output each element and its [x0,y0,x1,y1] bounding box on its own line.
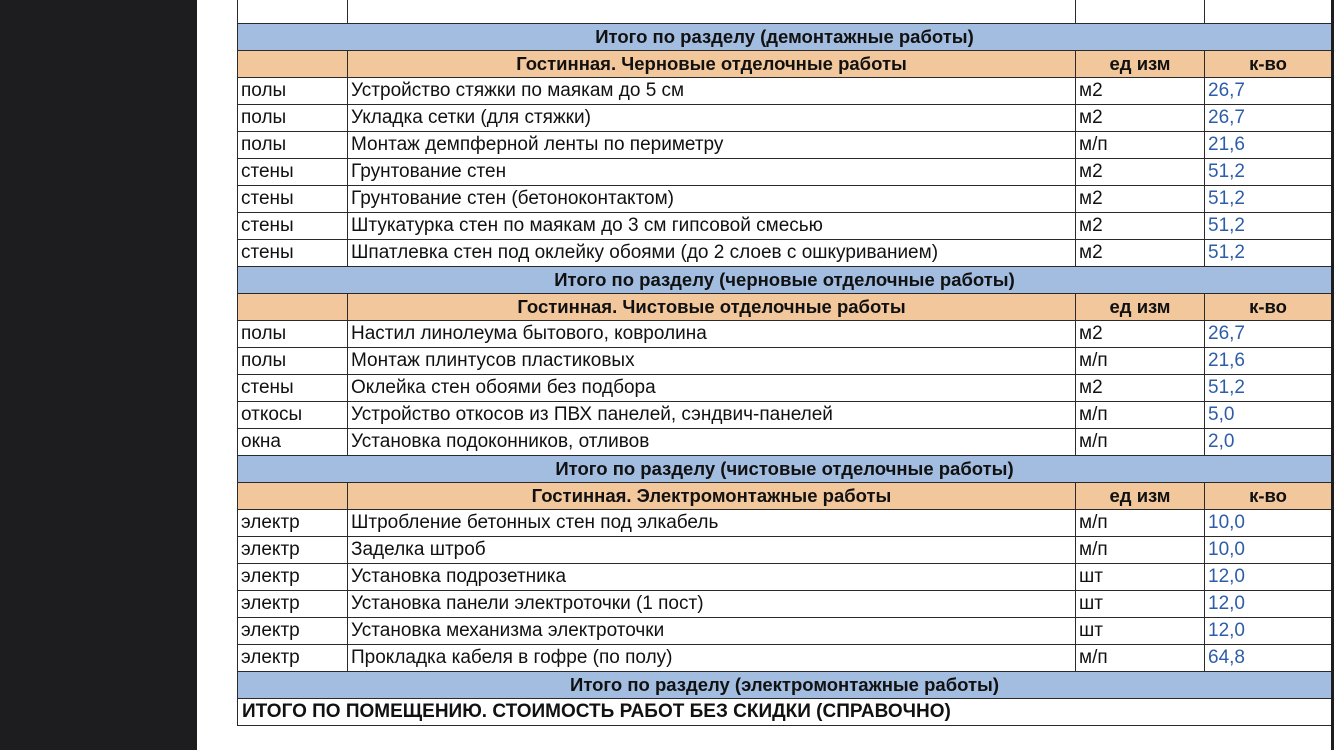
section-header-row [238,50,1332,77]
quantity-cell[interactable]: 12,0 [1205,617,1332,644]
unit-cell[interactable]: м2 [1076,104,1205,131]
category-cell[interactable]: полы [238,320,348,347]
table-row [238,158,1332,185]
quantity-cell[interactable]: 51,2 [1205,212,1332,239]
category-cell[interactable]: полы [238,77,348,104]
section-total-row [238,23,1332,50]
section-total-cell[interactable]: Итого по разделу (черновые отделочные работы) [238,266,1332,293]
grand-total-cell[interactable]: ИТОГО ПО ПОМЕЩЕНИЮ. СТОИМОСТЬ РАБОТ БЕЗ СКИДКИ (СПРАВОЧНО) [238,698,1332,725]
unit-cell[interactable]: шт [1076,563,1205,590]
section-header-row [238,482,1332,509]
table-row [238,617,1332,644]
section-title-cell[interactable]: Гостинная. Черновые отделочные работы [348,50,1076,77]
left-black-margin [0,0,197,750]
unit-cell[interactable]: м/п [1076,401,1205,428]
category-cell[interactable]: электр [238,509,348,536]
category-cell[interactable]: электр [238,617,348,644]
estimate-table-body [238,0,1332,725]
work-name-cell[interactable]: Прокладка кабеля в гофре (по полу) [348,644,1076,671]
work-name-cell[interactable]: Монтаж демпферной ленты по периметру [348,131,1076,158]
work-name-cell[interactable]: Оклейка стен обоями без подбора [348,374,1076,401]
unit-cell[interactable]: м2 [1076,212,1205,239]
unit-cell[interactable]: м/п [1076,509,1205,536]
category-cell[interactable]: электр [238,563,348,590]
table-row [238,212,1332,239]
work-name-cell[interactable]: Штробление бетонных стен под элкабель [348,509,1076,536]
quantity-cell[interactable]: 51,2 [1205,158,1332,185]
category-cell[interactable]: электр [238,644,348,671]
qty-column-header[interactable]: к-во [1205,50,1332,77]
quantity-cell[interactable]: 51,2 [1205,185,1332,212]
category-cell[interactable]: стены [238,185,348,212]
category-cell[interactable]: полы [238,104,348,131]
work-name-cell[interactable]: Установка подрозетника [348,563,1076,590]
work-name-cell[interactable]: Установка механизма электроточки [348,617,1076,644]
unit-cell[interactable]: м2 [1076,374,1205,401]
work-name-cell[interactable]: Настил линолеума бытового, ковролина [348,320,1076,347]
unit-cell[interactable]: м/п [1076,131,1205,158]
work-name-cell[interactable]: Укладка сетки (для стяжки) [348,104,1076,131]
quantity-cell[interactable]: 10,0 [1205,536,1332,563]
table-row [238,509,1332,536]
section-title-cell[interactable]: Гостинная. Электромонтажные работы [348,482,1076,509]
table-row [238,320,1332,347]
header-cell-blank[interactable] [238,50,348,77]
header-cell-blank[interactable] [238,293,348,320]
qty-column-header[interactable]: к-во [1205,482,1332,509]
spreadsheet-page [197,0,1331,750]
table-row [238,536,1332,563]
section-total-row [238,455,1332,482]
quantity-cell[interactable]: 5,0 [1205,401,1332,428]
work-name-cell[interactable]: Заделка штроб [348,536,1076,563]
grand-total-row [238,698,1332,725]
quantity-cell[interactable]: 26,7 [1205,104,1332,131]
table-row [238,428,1332,455]
table-row [238,239,1332,266]
estimate-table [237,0,1332,726]
table-row [238,563,1332,590]
quantity-cell[interactable]: 21,6 [1205,347,1332,374]
table-row [238,590,1332,617]
unit-cell[interactable]: м2 [1076,158,1205,185]
category-cell[interactable]: полы [238,131,348,158]
table-row [238,401,1332,428]
section-total-row [238,671,1332,698]
unit-cell[interactable]: м/п [1076,644,1205,671]
work-name-cell[interactable]: Устройство откосов из ПВХ панелей, сэндвич-панелей [348,401,1076,428]
table-row [238,644,1332,671]
unit-cell[interactable]: шт [1076,617,1205,644]
work-name-cell[interactable]: Монтаж плинтусов пластиковых [348,347,1076,374]
unit-cell[interactable]: м2 [1076,185,1205,212]
quantity-cell[interactable]: 12,0 [1205,590,1332,617]
section-title-cell[interactable]: Гостинная. Чистовые отделочные работы [348,293,1076,320]
unit-cell[interactable]: м/п [1076,428,1205,455]
table-row [238,77,1332,104]
quantity-cell[interactable]: 10,0 [1205,509,1332,536]
work-name-cell[interactable]: Грунтование стен (бетоноконтактом) [348,185,1076,212]
unit-column-header[interactable]: ед изм [1076,293,1205,320]
category-cell[interactable]: откосы [238,401,348,428]
work-name-cell[interactable]: Устройство стяжки по маякам до 5 см [348,77,1076,104]
section-header-row [238,293,1332,320]
quantity-cell[interactable]: 51,2 [1205,374,1332,401]
quantity-cell[interactable]: 64,8 [1205,644,1332,671]
table-row [238,347,1332,374]
work-name-cell[interactable]: Грунтование стен [348,158,1076,185]
category-cell[interactable]: электр [238,590,348,617]
qty-column-header[interactable]: к-во [1205,293,1332,320]
unit-column-header[interactable]: ед изм [1076,50,1205,77]
quantity-cell[interactable]: 21,6 [1205,131,1332,158]
quantity-cell[interactable]: 51,2 [1205,239,1332,266]
unit-cell[interactable]: м2 [1076,77,1205,104]
section-total-cell[interactable]: Итого по разделу (демонтажные работы) [238,23,1332,50]
category-cell[interactable]: электр [238,536,348,563]
quantity-cell[interactable]: 12,0 [1205,563,1332,590]
unit-cell[interactable]: м/п [1076,536,1205,563]
table-row-partial [238,0,1332,23]
work-name-cell[interactable]: Установка подоконников, отливов [348,428,1076,455]
quantity-cell[interactable]: 26,7 [1205,320,1332,347]
table-row [238,104,1332,131]
table-row [238,374,1332,401]
quantity-cell[interactable]: 26,7 [1205,77,1332,104]
unit-cell[interactable]: м2 [1076,239,1205,266]
section-total-cell[interactable]: Итого по разделу (чистовые отделочные работы) [238,455,1332,482]
unit-cell[interactable]: м/п [1076,347,1205,374]
unit-cell[interactable]: м2 [1076,320,1205,347]
section-total-cell[interactable]: Итого по разделу (электромонтажные работы) [238,671,1332,698]
quantity-cell[interactable]: 2,0 [1205,428,1332,455]
work-name-cell[interactable]: Шпатлевка стен под оклейку обоями (до 2 слоев с ошкуриванием) [348,239,1076,266]
category-cell[interactable]: стены [238,158,348,185]
header-cell-blank[interactable] [238,482,348,509]
unit-column-header[interactable]: ед изм [1076,482,1205,509]
unit-cell[interactable]: шт [1076,590,1205,617]
table-row [238,185,1332,212]
work-name-cell[interactable]: Установка панели электроточки (1 пост) [348,590,1076,617]
work-name-cell[interactable]: Штукатурка стен по маякам до 3 см гипсовой смесью [348,212,1076,239]
category-cell[interactable]: стены [238,212,348,239]
section-total-row [238,266,1332,293]
category-cell[interactable]: полы [238,347,348,374]
category-cell[interactable]: окна [238,428,348,455]
category-cell[interactable]: стены [238,239,348,266]
category-cell[interactable]: стены [238,374,348,401]
table-row [238,131,1332,158]
